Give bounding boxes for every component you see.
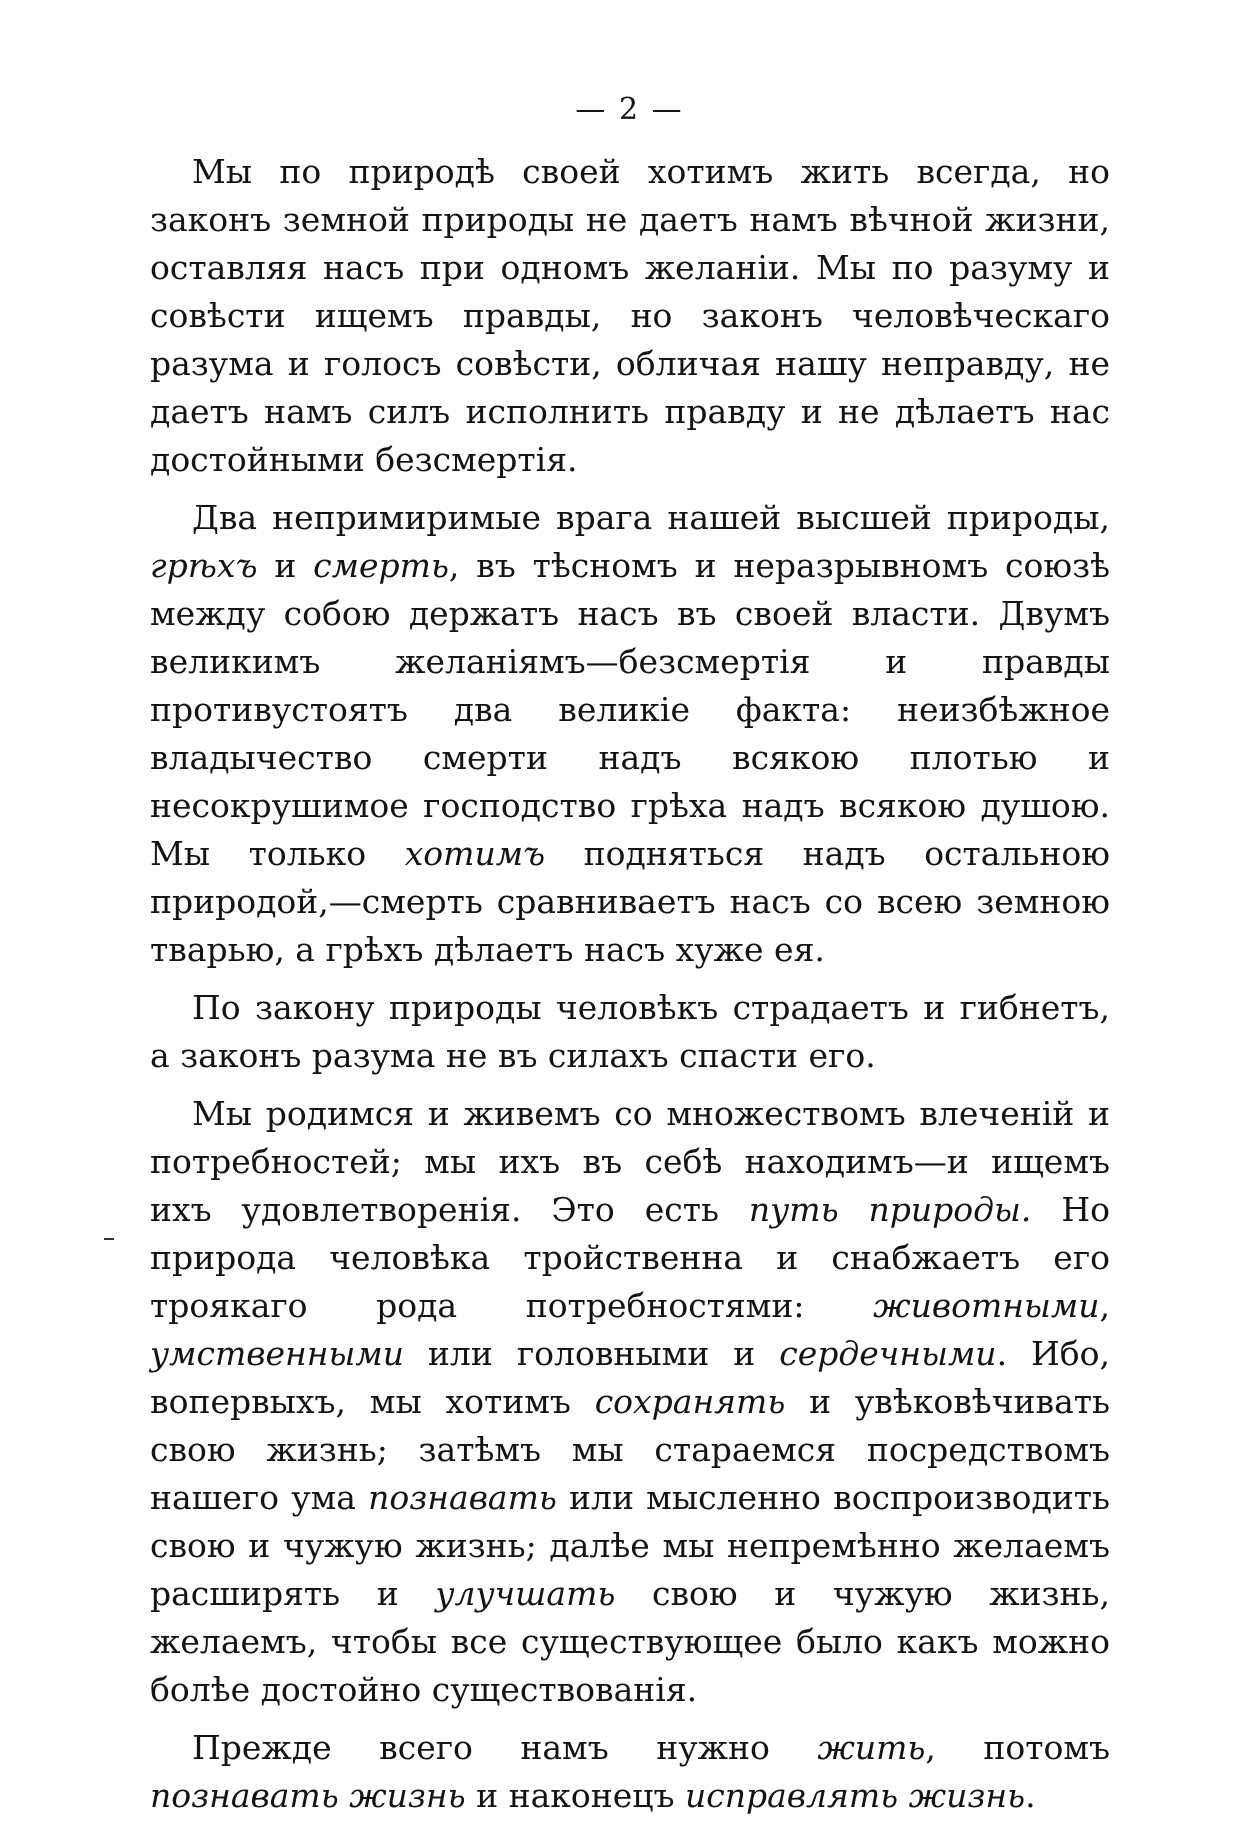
emphasis-text: исправлять жизнь xyxy=(685,1776,1026,1815)
paragraph xyxy=(150,984,1110,1080)
paragraph xyxy=(150,494,1110,974)
emphasis-text: познавать xyxy=(368,1478,557,1517)
text-segment: и увѣковѣчивать свою жизнь; затѣмъ мы стараемся посредствомъ нашего ума xyxy=(150,1382,1110,1517)
page-number: — 2 — xyxy=(575,92,684,127)
emphasis-text: сохранять xyxy=(594,1382,786,1421)
text-segment: Мы по природѣ своей хотимъ жить всегда, но законъ земной природы не даетъ намъ вѣчной жизни, оставляя насъ при одномъ желаніи. Мы по разуму и совѣсти ищемъ правды, но законъ человѣческаго разума и голосъ совѣсти, обличая нашу неправду, не даетъ намъ силъ исполнить правду и не дѣлаетъ нас достойными безсмертія. xyxy=(150,152,1110,479)
emphasis-text: хотимъ xyxy=(404,834,546,873)
emphasis-text: жить xyxy=(817,1728,926,1767)
emphasis-text: улучшать xyxy=(435,1574,616,1613)
body-text xyxy=(150,148,1110,1830)
text-segment: Мы родимся и живемъ со множествомъ влеченій и потребностей; мы ихъ въ себѣ находимъ—и ищемъ ихъ удовлетворенія. Это есть xyxy=(150,1094,1110,1229)
text-segment: Два непримиримые врага нашей высшей природы, xyxy=(192,498,1110,537)
text-segment: и xyxy=(257,546,314,585)
text-segment: Но природа человѣка тройственна и снабжаетъ его троякаго рода потребностями: xyxy=(150,1190,1110,1325)
text-segment: или головными и xyxy=(403,1334,780,1373)
emphasis-text: путь природы. xyxy=(748,1190,1032,1229)
paragraph xyxy=(150,1090,1110,1714)
text-segment: свою и чужую жизнь, желаемъ, чтобы все существующее было какъ можно болѣе достойно существованія. xyxy=(150,1574,1110,1709)
text-segment: подняться надъ остальною природой,—смерть сравниваетъ насъ со всею земною тварью, а грѣхъ дѣлаетъ насъ хуже ея. xyxy=(150,834,1110,969)
emphasis-text: сердечными xyxy=(779,1334,997,1373)
text-segment: Прежде всего намъ нужно xyxy=(192,1728,818,1767)
text-segment: или мысленно воспроизводить свою и чужую жизнь; далѣе мы непремѣнно желаемъ расширять и xyxy=(150,1478,1111,1613)
text-segment: . Ибо, вопервыхъ, мы хотимъ xyxy=(150,1334,1111,1421)
emphasis-text: смерть xyxy=(313,546,449,585)
text-segment: . xyxy=(1025,1776,1036,1815)
text-segment: , xyxy=(1099,1286,1110,1325)
emphasis-text: познавать жизнь xyxy=(150,1776,466,1815)
emphasis-text: животными xyxy=(873,1286,1100,1325)
emphasis-text: умственными xyxy=(150,1334,404,1373)
paragraph xyxy=(150,1724,1110,1820)
text-segment: и наконецъ xyxy=(465,1776,686,1815)
paragraph xyxy=(150,148,1110,484)
margin-mark xyxy=(104,1238,114,1240)
emphasis-text: грѣхъ xyxy=(150,546,258,585)
text-segment: , въ тѣсномъ и неразрывномъ союзѣ между собою держатъ насъ въ своей власти. Двумъ великимъ желаніямъ—безсмертія и правды противустоятъ два великіе факта: неизбѣжное владычество смерти надъ всякою плотью и несокрушимое господство грѣха надъ всякою душою. Мы только xyxy=(150,546,1110,873)
text-segment: , потомъ xyxy=(925,1728,1110,1767)
text-segment: По закону природы человѣкъ страдаетъ и гибнетъ, а законъ разума не въ силахъ спасти его. xyxy=(150,988,1110,1075)
